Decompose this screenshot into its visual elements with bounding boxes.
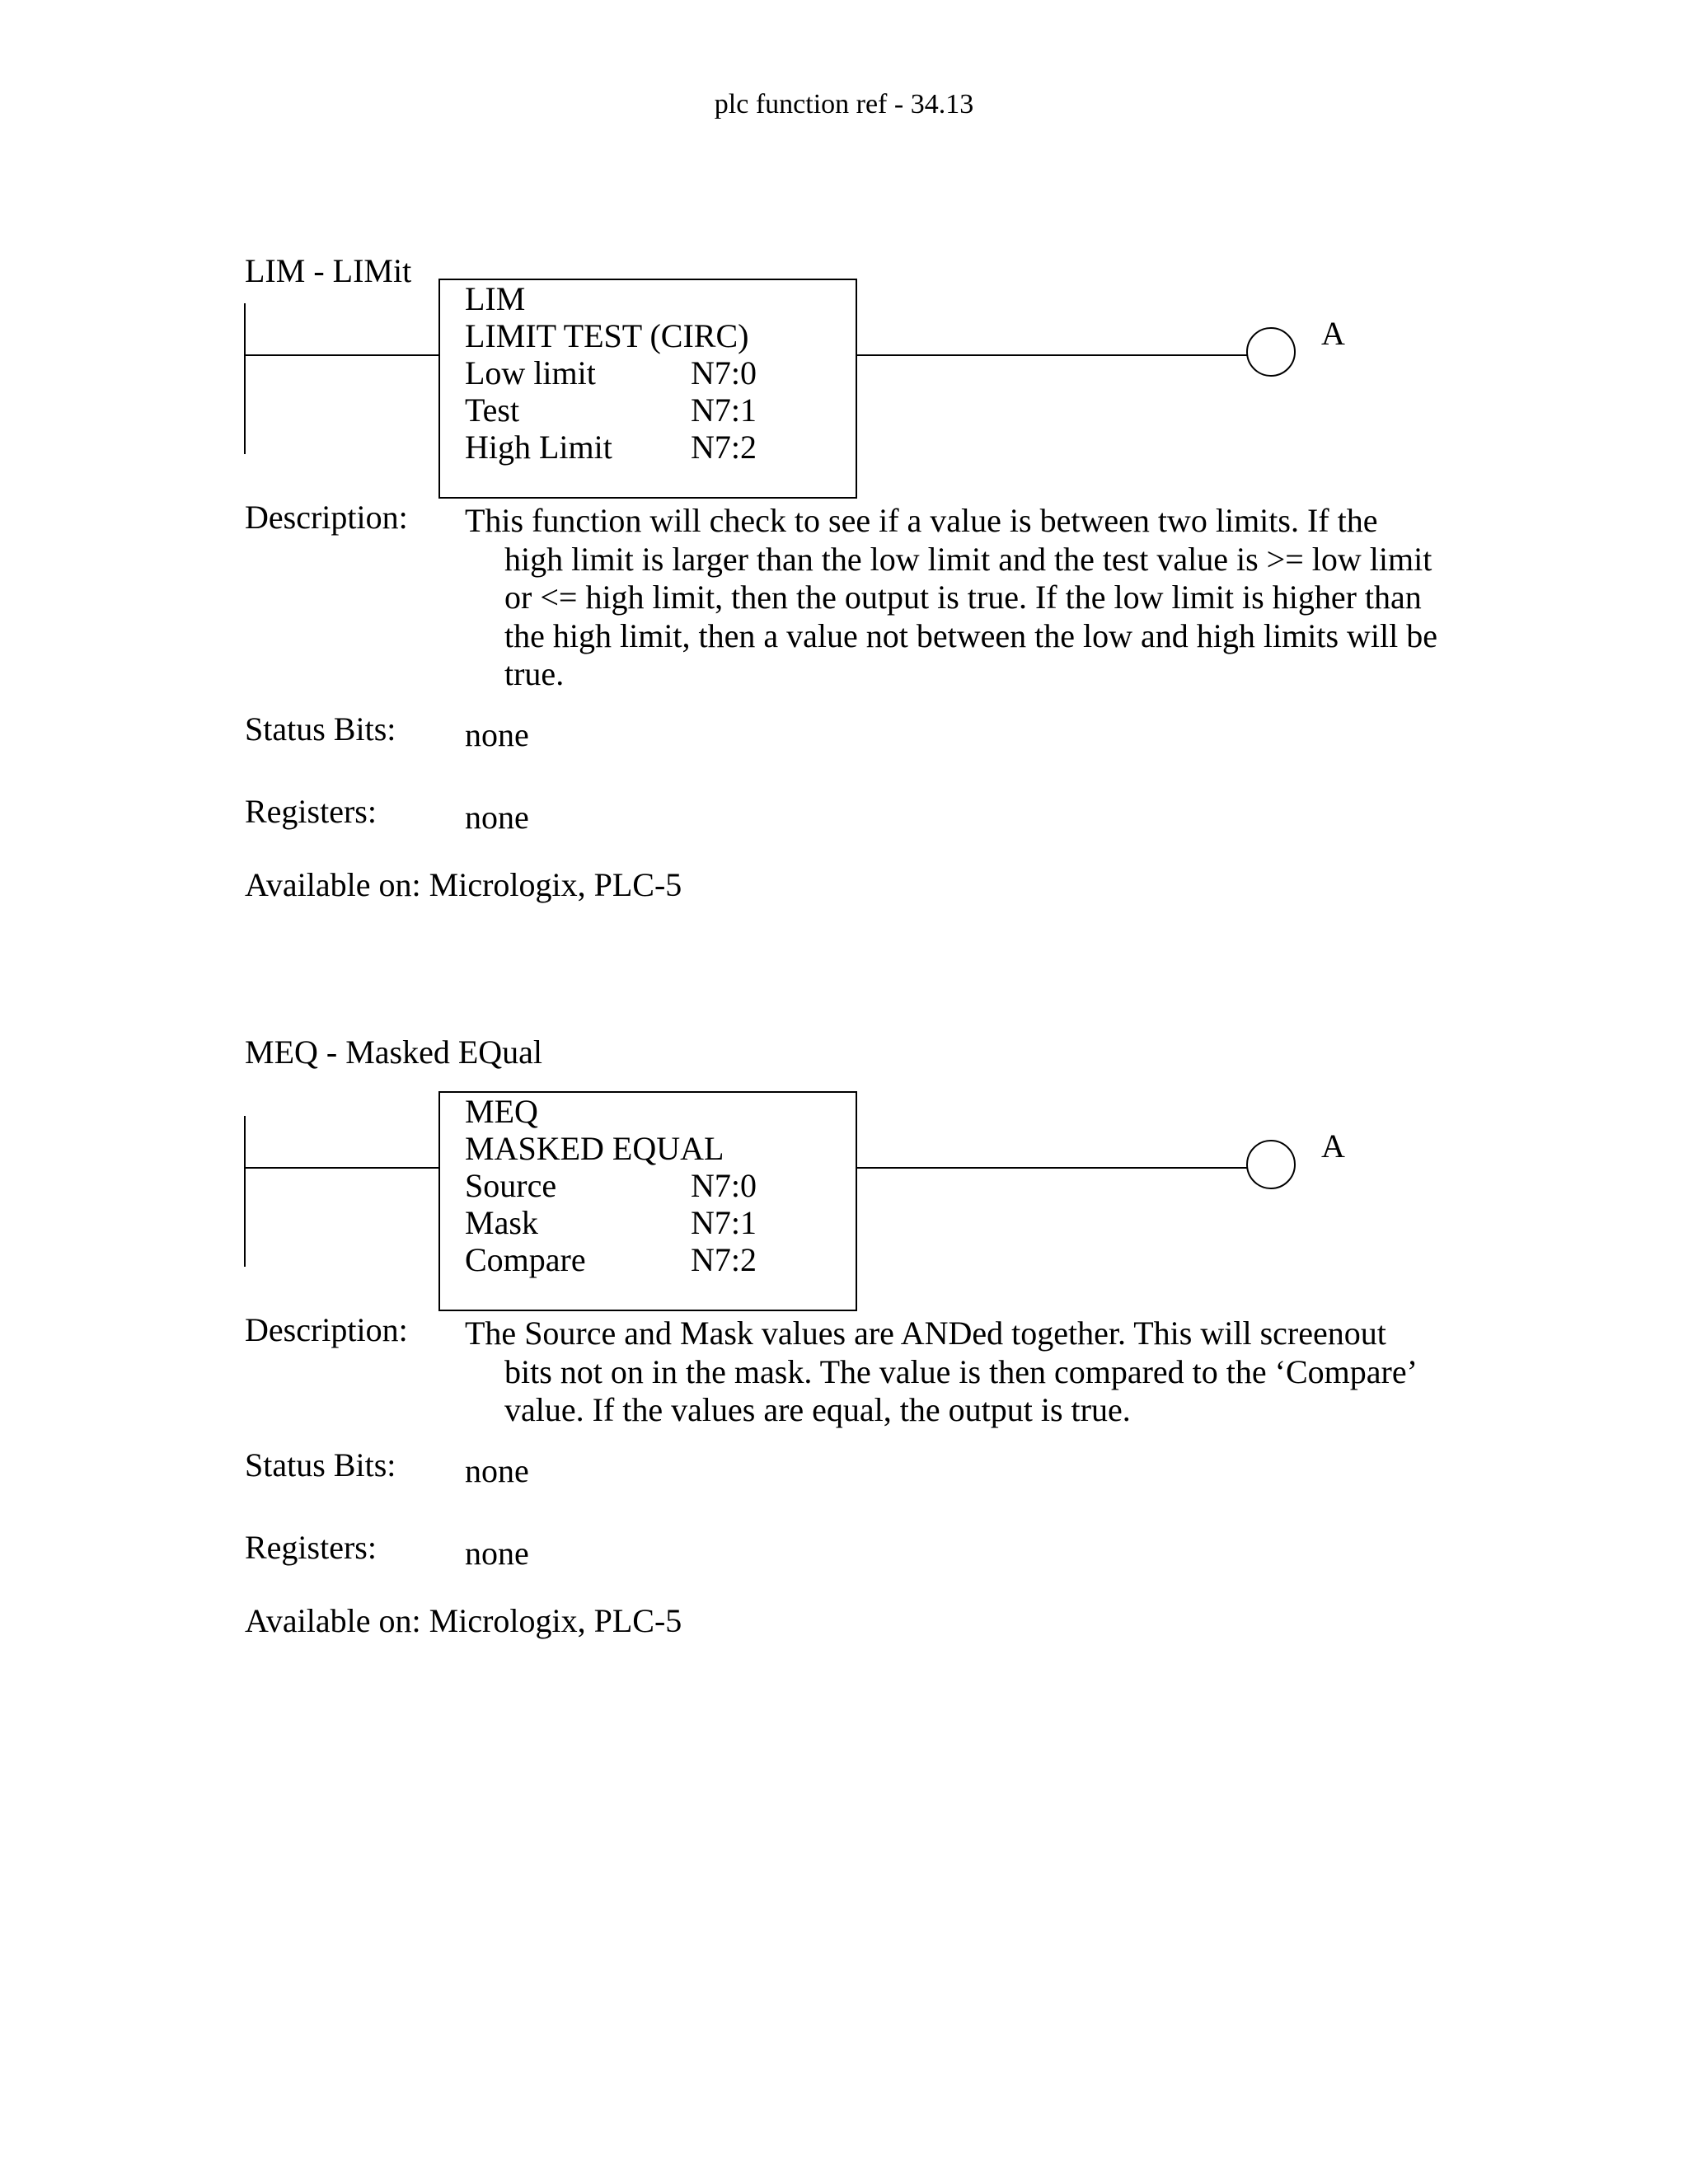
description-line: or <= high limit, then the output is true. If the low limit is higher than bbox=[504, 579, 1422, 616]
param-value: N7:0 bbox=[691, 354, 757, 391]
param-label: Mask bbox=[465, 1204, 538, 1241]
power-rail bbox=[244, 1116, 246, 1267]
output-coil bbox=[1246, 1140, 1296, 1189]
power-rail bbox=[244, 303, 246, 454]
registers-label: Registers: bbox=[245, 793, 377, 830]
function-block bbox=[438, 1091, 857, 1311]
input-wire bbox=[244, 1167, 440, 1169]
output-wire bbox=[857, 1167, 1247, 1169]
description-line: the high limit, then a value not between the low and high limits will be bbox=[504, 616, 1438, 654]
description-label: Description: bbox=[245, 1311, 408, 1348]
registers-value: none bbox=[465, 799, 529, 836]
block-name: LIMIT TEST (CIRC) bbox=[465, 317, 749, 354]
block-mnemonic: LIM bbox=[465, 280, 526, 317]
description-label: Description: bbox=[245, 499, 408, 536]
description-line: true. bbox=[504, 655, 565, 692]
param-value: N7:0 bbox=[691, 1167, 757, 1204]
param-label: Source bbox=[465, 1167, 557, 1204]
section-title: MEQ - Masked EQual bbox=[245, 1033, 543, 1071]
description-line: high limit is larger than the low limit and the test value is >= low limit bbox=[504, 540, 1432, 578]
output-coil bbox=[1246, 327, 1296, 377]
param-value: N7:2 bbox=[691, 429, 757, 466]
description-text bbox=[465, 502, 1437, 694]
param-label: High Limit bbox=[465, 429, 612, 466]
registers-value: none bbox=[465, 1535, 529, 1572]
coil-label: A bbox=[1321, 1127, 1345, 1165]
param-label: Test bbox=[465, 391, 520, 429]
param-label: Low limit bbox=[465, 354, 596, 391]
page-header: plc function ref - 34.13 bbox=[714, 89, 974, 120]
param-label: Compare bbox=[465, 1241, 586, 1278]
section-title: LIM - LIMit bbox=[245, 252, 412, 289]
param-value: N7:2 bbox=[691, 1241, 757, 1278]
status-bits-label: Status Bits: bbox=[245, 710, 396, 748]
status-bits-label: Status Bits: bbox=[245, 1446, 396, 1483]
block-name: MASKED EQUAL bbox=[465, 1130, 724, 1167]
block-mnemonic: MEQ bbox=[465, 1093, 538, 1130]
output-wire bbox=[857, 354, 1247, 356]
description-line: value. If the values are equal, the output is true. bbox=[504, 1391, 1131, 1428]
coil-label: A bbox=[1321, 315, 1345, 352]
status-bits-value: none bbox=[465, 716, 529, 753]
param-value: N7:1 bbox=[691, 391, 757, 429]
description-line: The Source and Mask values are ANDed together. This will screenout bbox=[465, 1315, 1386, 1352]
description-line: bits not on in the mask. The value is then compared to the ‘Compare’ bbox=[504, 1352, 1418, 1390]
registers-label: Registers: bbox=[245, 1529, 377, 1566]
status-bits-value: none bbox=[465, 1452, 529, 1489]
description-line: This function will check to see if a value is between two limits. If the bbox=[465, 502, 1378, 539]
description-text bbox=[465, 1315, 1418, 1430]
function-block bbox=[438, 279, 857, 499]
available-on: Available on: Micrologix, PLC-5 bbox=[245, 1602, 682, 1639]
param-value: N7:1 bbox=[691, 1204, 757, 1241]
input-wire bbox=[244, 354, 440, 356]
available-on: Available on: Micrologix, PLC-5 bbox=[245, 866, 682, 903]
